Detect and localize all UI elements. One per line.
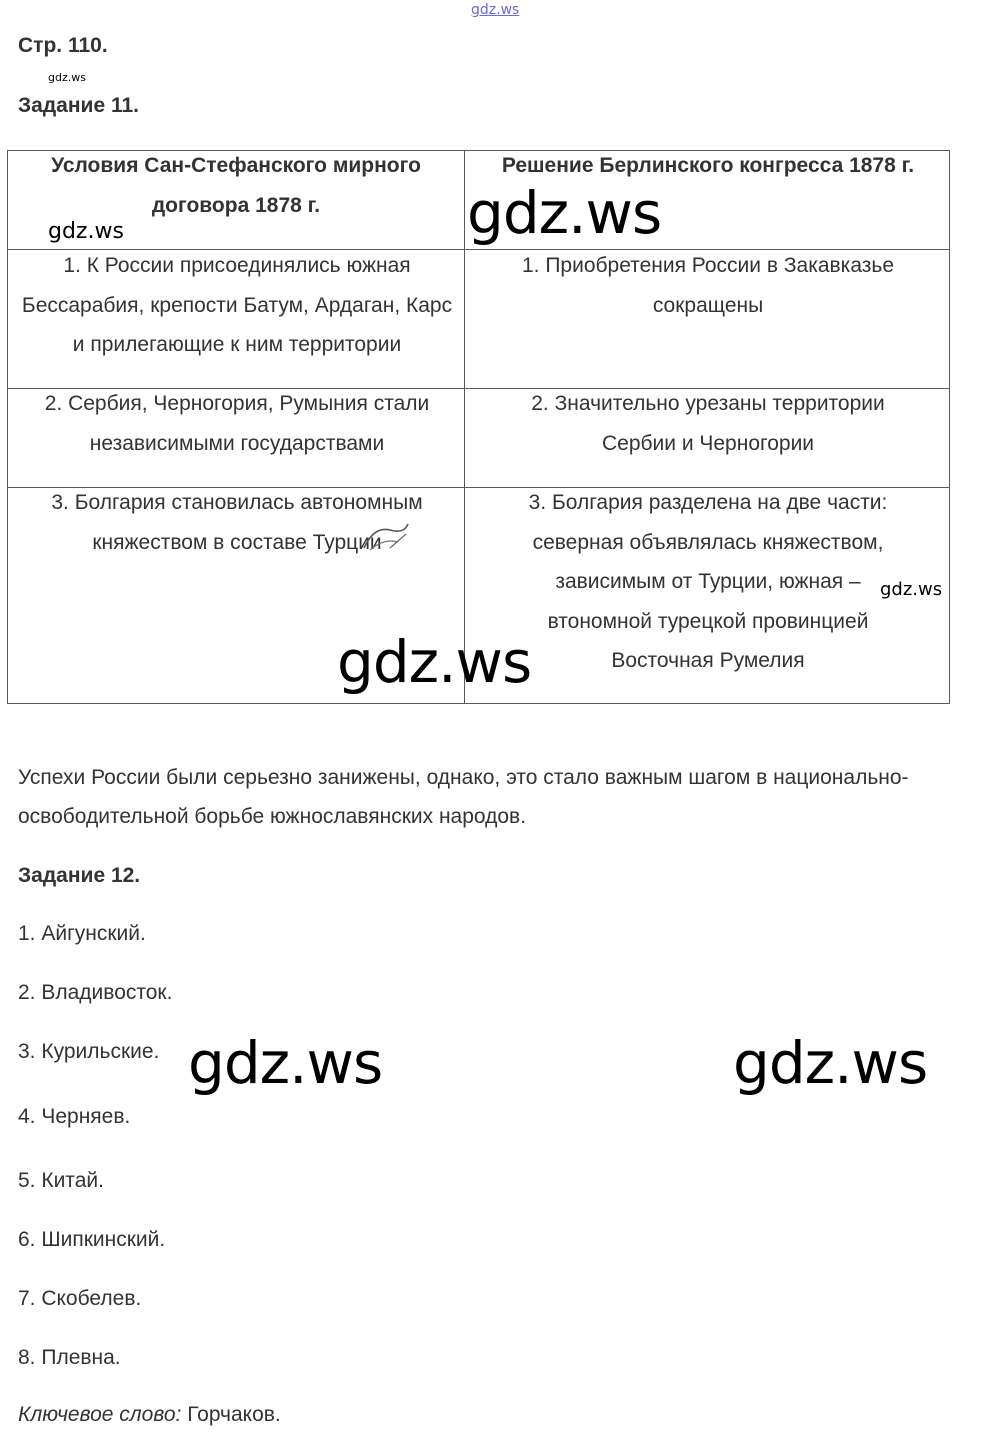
- table-cell-san-stefano-2: 2. Сербия, Черногория, Румыния стали независимыми государствами: [44, 392, 430, 455]
- table-cell-san-stefano-3: 3. Болгария становилась автономным княжеством в составе Турции: [51, 491, 423, 554]
- watermark-table-row3: gdz.ws: [880, 579, 943, 600]
- table-header-berlin: Решение Берлинского конгресса 1878 г.: [501, 154, 915, 177]
- table-cell-san-stefano-1: 1. К России присоединялись южная Бессарабия, крепости Батум, Ардаган, Карс и прилегающие к ним территории: [21, 254, 453, 356]
- keyword-line: [18, 1403, 281, 1427]
- list-item: 5. Китай.: [18, 1169, 104, 1192]
- watermark-link[interactable]: gdz.ws: [471, 2, 520, 18]
- watermark-small: gdz.ws: [48, 71, 86, 84]
- list-item: 3. Курильские.: [18, 1040, 160, 1063]
- list-item: 4. Черняев.: [18, 1105, 131, 1128]
- watermark-table-right: gdz.ws: [467, 179, 662, 247]
- list-item: 6. Шипкинский.: [18, 1228, 166, 1251]
- watermark-list-right: gdz.ws: [733, 1029, 928, 1097]
- watermark-table-left: gdz.ws: [48, 219, 124, 244]
- table-header-san-stefano: Условия Сан-Стефанского мирного договора 1878 г.: [51, 154, 421, 217]
- list-item: 1. Айгунский.: [18, 922, 146, 945]
- watermark-list-left: gdz.ws: [188, 1029, 383, 1097]
- watermark-table-center: gdz.ws: [337, 628, 532, 696]
- list-item: 7. Скобелев.: [18, 1287, 142, 1310]
- table-cell-berlin-1: 1. Приобретения России в Закавказье сокращены: [521, 254, 895, 317]
- stamp-mark: [360, 520, 412, 556]
- list-item: 8. Плевна.: [18, 1346, 121, 1369]
- page-reference: Стр. 110.: [18, 34, 108, 57]
- list-item: 2. Владивосток.: [18, 981, 173, 1004]
- keyword-value: Горчаков.: [181, 1403, 281, 1426]
- task-11-conclusion: Успехи России были серьезно занижены, однако, это стало важным шагом в национально-освободительной борьбе южнославянских народов.: [18, 766, 909, 828]
- task-12-title: Задание 12.: [18, 864, 141, 887]
- table-column-divider: [464, 151, 465, 703]
- task-11-title: Задание 11.: [18, 94, 139, 117]
- keyword-label: Ключевое слово:: [18, 1403, 182, 1426]
- table-cell-berlin-2: 2. Значительно урезаны территории Сербии и Черногории: [531, 392, 885, 455]
- table-cell-berlin-3: 3. Болгария разделена на две части: северная объявлялась княжеством, зависимым от Турции, южная – втономной турецкой провинцией Восточная Румелия: [528, 491, 888, 672]
